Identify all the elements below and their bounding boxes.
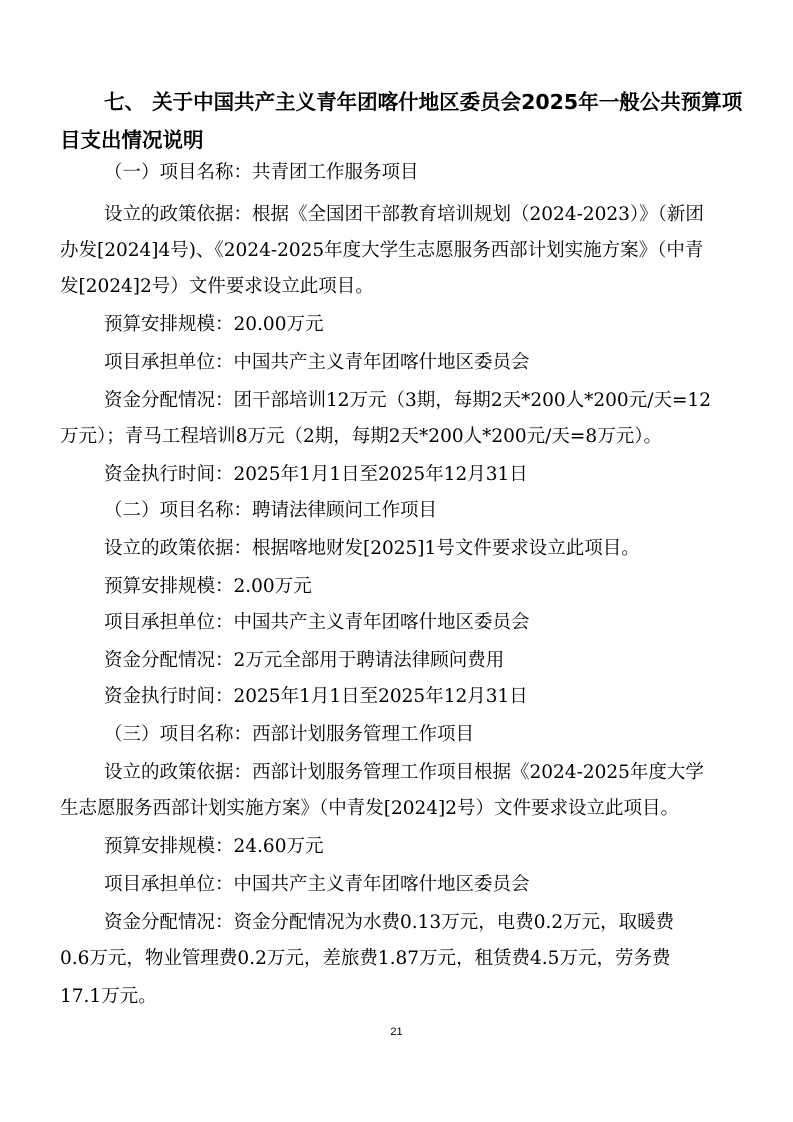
project-1-allocation-line-1: 资金分配情况：团干部培训12万元（3期，每期2天*200人*200元/天=12 <box>104 390 711 411</box>
project-3-policy-line-1: 设立的政策依据：西部计划服务管理工作项目根据《2024-2025年度大学 <box>104 762 704 783</box>
project-3-title: （三）项目名称：西部计划服务管理工作项目 <box>104 724 475 745</box>
project-1-unit: 项目承担单位：中国共产主义青年团喀什地区委员会 <box>104 352 530 373</box>
project-2-budget: 预算安排规模：2.00万元 <box>104 576 312 597</box>
project-2-policy-line-1: 设立的政策依据：根据喀地财发[2025]1号文件要求设立此项目。 <box>104 538 640 559</box>
project-1-budget: 预算安排规模：20.00万元 <box>104 314 324 335</box>
section-heading-line-2: 目支出情况说明 <box>60 128 204 152</box>
project-3-allocation-line-2: 0.6万元，物业管理费0.2万元，差旅费1.87万元，租赁费4.5万元，劳务费 <box>60 948 671 969</box>
project-1-title: （一）项目名称：共青团工作服务项目 <box>104 162 419 183</box>
project-2-allocation-line-1: 资金分配情况：2万元全部用于聘请法律顾问费用 <box>104 650 505 671</box>
project-1-period: 资金执行时间：2025年1月1日至2025年12月31日 <box>104 464 528 485</box>
project-3-allocation-line-1: 资金分配情况：资金分配情况为水费0.13万元，电费0.2万元，取暖费 <box>104 912 675 933</box>
project-2-unit: 项目承担单位：中国共产主义青年团喀什地区委员会 <box>104 612 530 633</box>
section-heading-line-1: 七、 关于中国共产主义青年团喀什地区委员会2025年一般公共预算项 <box>104 90 743 114</box>
project-3-budget: 预算安排规模：24.60万元 <box>104 836 324 857</box>
project-1-policy-line-1: 设立的政策依据：根据《全国团干部教育培训规划（2024-2023）》（新团 <box>104 204 704 225</box>
page-number: 21 <box>390 1026 403 1038</box>
project-3-policy-line-2: 生志愿服务西部计划实施方案》（中青发[2024]2号）文件要求设立此项目。 <box>60 798 680 819</box>
project-3-allocation-line-3: 17.1万元。 <box>60 986 157 1007</box>
project-1-allocation-line-2: 万元）；青马工程培训8万元（2期，每期2天*200人*200元/天=8万元）。 <box>60 426 662 447</box>
project-1-policy-line-3: 发[2024]2号）文件要求设立此项目。 <box>60 276 374 297</box>
project-2-period: 资金执行时间：2025年1月1日至2025年12月31日 <box>104 686 528 707</box>
project-2-title: （二）项目名称：聘请法律顾问工作项目 <box>104 500 438 521</box>
project-1-policy-line-2: 办发[2024]4号)、《2024-2025年度大学生志愿服务西部计划实施方案》（中青 <box>60 240 704 261</box>
project-3-unit: 项目承担单位：中国共产主义青年团喀什地区委员会 <box>104 874 530 895</box>
